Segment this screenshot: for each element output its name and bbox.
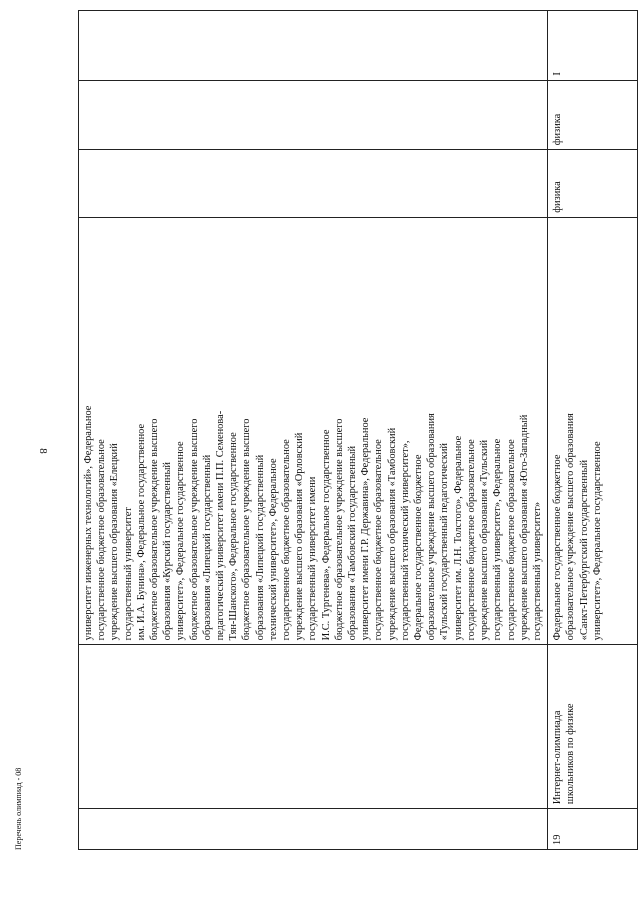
table-row — [548, 11, 638, 850]
level-cell: I — [548, 11, 638, 81]
organizers-cell: университет инженерных технологий», Федеральное государственное бюджетное образовательное учреждение высшего образования «Елецкий государственный университет им. И.А. Бунина», Федеральное государственное бюджетное образовательное учреждение высшего образования «Курский государственный университет», Федеральное государственное бюджетное образовательное учреждение высшего образования «Липецкий государственный педагогический университет имени П.П. Семенова- Тян-Шанского», Федеральное государственное бюджетное образовательное учреждение высшего образования «Липецкий государственный технический университет», Федеральное государственное бюджетное образовательное учреждение высшего образования «Орловский государственный университет имени И.С. Тургенева», Федеральное государственное бюджетное образовательное учреждение высшего образования «Тамбовский государственный университет имени Г.Р. Державина», Федеральное государственное бюджетное образовательное учреждение высшего образования «Тамбовский государственный технический университет», Федеральное государственное бюджетное образовательное учреждение высшего образования «Тульский государственный педагогический университет им. Л.Н. Толстого», Федеральное государственное бюджетное образовательное учреждение высшего образования «Тульский государственный университет», Федеральное государственное бюджетное образовательное учреждение высшего образования «Юго-Западный государственный университет» — [79, 217, 548, 645]
page-number: 8 — [36, 448, 49, 454]
subject-cell — [79, 150, 548, 218]
olympiad-name-cell — [79, 645, 548, 809]
table-row — [79, 11, 548, 850]
olympiad-name-cell: Интернет-олимпиада школьников по физике — [548, 645, 638, 809]
organizers-cell: Федеральное государственное бюджетное образовательное учреждение высшего образования «Санкт-Петербургский государственный университет», Федеральное государственное — [548, 217, 638, 645]
profile-cell: физика — [548, 80, 638, 150]
row-number-cell — [79, 809, 548, 850]
level-cell — [79, 11, 548, 81]
olympiad-table-container — [78, 10, 603, 850]
profile-cell — [79, 80, 548, 150]
olympiad-table — [78, 10, 638, 850]
subject-cell: физика — [548, 150, 638, 218]
row-number-cell: 19 — [548, 809, 638, 850]
footer-text: Перечень олимпиад - 08 — [14, 767, 23, 850]
